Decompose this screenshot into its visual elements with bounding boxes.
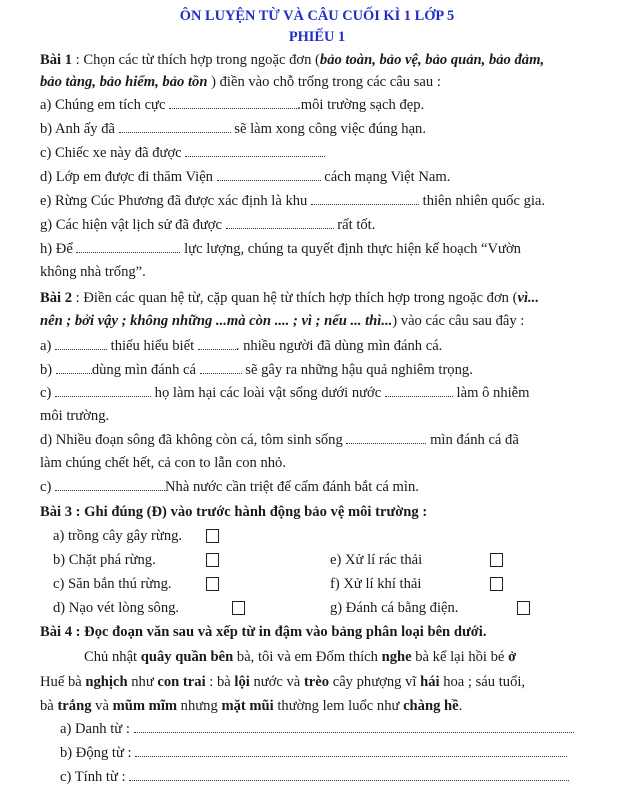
checkbox-c[interactable] [206, 577, 219, 591]
checkbox-e[interactable] [490, 553, 503, 567]
bai1-item-e: e) Rừng Cúc Phương đã được xác định là khu thiên nhiên quốc gia. [40, 193, 546, 209]
checkbox-a[interactable] [206, 529, 219, 543]
blank[interactable] [55, 337, 107, 350]
bai2-item-a: a) thiếu hiểu biết . nhiều người đã dùng mìn đánh cá. [40, 338, 443, 354]
bold-word: trắng [57, 698, 92, 714]
bai1-intro-cont: bảo tàng, bảo hiểm, bảo tồn ) điền vào chỗ trống trong các câu sau : [40, 74, 441, 90]
bold-word: chàng hề [403, 698, 459, 714]
checkbox-f[interactable] [490, 577, 503, 591]
bai4-paragraph-line-3 [40, 697, 462, 715]
bai2-item-c: c) họ làm hại các loài vật sống dưới nước làm ô nhiễm [40, 385, 530, 401]
text-run: Huế bà [40, 674, 86, 690]
blank[interactable] [55, 384, 151, 397]
bai2-item-b: b) dùng mìn đánh cá sẽ gây ra những hậu quả nghiêm trọng. [40, 362, 473, 378]
bold-word: hái [420, 674, 440, 690]
blank[interactable] [185, 144, 325, 157]
bold-word: lội [234, 674, 250, 690]
bold-word: mặt mũi [221, 698, 274, 714]
checkbox-g[interactable] [517, 601, 530, 615]
bai3-option-f: f) Xử lí khí thải [330, 576, 422, 592]
text-run: bà kể lại hồi bé [411, 649, 509, 665]
blank[interactable] [226, 216, 334, 229]
blank[interactable] [55, 478, 165, 491]
bold-word: mũm mĩm [112, 698, 178, 714]
bai2-label: Bài 2 [40, 290, 73, 306]
text-run: và [91, 698, 113, 714]
answer-line[interactable] [129, 768, 569, 781]
text-run: bà, tôi và em Đốm thích [233, 649, 382, 665]
text-run: nước và [249, 674, 304, 690]
blank[interactable] [200, 361, 242, 374]
bai3-option-b: b) Chặt phá rừng. [53, 552, 156, 568]
bold-word: nghịch [85, 674, 128, 690]
bai1-item-h: h) Để lực lượng, chúng ta quyết định thực hiện kế hoạch “Vườn [40, 241, 521, 257]
bai3-title: Bài 3 : Ghi đúng (Đ) vào trước hành động bảo vệ môi trường : [40, 504, 428, 520]
blank[interactable] [56, 361, 92, 374]
bai3-option-c: c) Săn bắn thú rừng. [53, 576, 172, 592]
blank[interactable] [346, 431, 426, 444]
bai1-item-g: g) Các hiện vật lịch sử đã được rất tốt. [40, 217, 376, 233]
text-run: cây phượng vĩ [329, 674, 421, 690]
bai4-row-verb: b) Động từ : [60, 744, 567, 762]
blank[interactable] [198, 337, 236, 350]
blank[interactable] [169, 96, 297, 109]
text-run: bà [40, 698, 58, 714]
bai4-paragraph-line-1 [84, 648, 516, 666]
bai3-option-e: e) Xử lí rác thải [330, 552, 423, 568]
text-run: : bà [205, 674, 235, 690]
bai2-intro: Bài 2 : Điền các quan hệ từ, cặp quan hệ từ thích hợp thích hợp trong ngoặc đơn (vì... [40, 290, 539, 306]
blank[interactable] [119, 120, 231, 133]
bold-word: trèo [303, 674, 330, 690]
bai3-option-g: g) Đánh cá bằng điện. [330, 600, 459, 616]
text-run: thường lem luốc như [273, 698, 404, 714]
text-run: nhưng [177, 698, 222, 714]
bai4-title: Bài 4 : Đọc đoạn văn sau và xếp từ in đậm vào bảng phân loại bên dưới. [40, 624, 487, 640]
text-run: Chủ nhật [84, 649, 141, 665]
bold-word: ở [508, 649, 517, 665]
bold-word: con trai [157, 674, 206, 690]
page-subtitle: PHIẾU 1 [288, 29, 346, 45]
bold-word: nghe [381, 649, 412, 665]
checkbox-d[interactable] [232, 601, 245, 615]
text-run: hoa ; sáu tuổi, [439, 674, 526, 690]
blank[interactable] [385, 384, 453, 397]
bai2-item-e: c) Nhà nước cần triệt để cấm đánh bắt cá mìn. [40, 479, 419, 495]
bai2-item-c-cont: môi trường. [40, 408, 110, 424]
bai1-item-b: b) Anh ấy đã sẽ làm xong công việc đúng hạn. [40, 121, 426, 137]
blank[interactable] [217, 168, 321, 181]
blank[interactable] [76, 240, 180, 253]
text-run: như [127, 674, 158, 690]
bai1-label: Bài 1 [40, 52, 73, 68]
bai4-row-adj: c) Tính từ : [60, 768, 569, 786]
bai2-intro-cont: nên ; bởi vậy ; không những ...mà còn .... ; vì ; nếu ... thì...) vào các câu sau đây : [40, 313, 525, 329]
bai2-item-d: d) Nhiều đoạn sông đã không còn cá, tôm sinh sống mìn đánh cá đã [40, 432, 519, 448]
answer-line[interactable] [134, 720, 574, 733]
bold-word: quây quần bên [140, 649, 234, 665]
bai1-item-a: a) Chúng em tích cực .môi trường sạch đẹp. [40, 97, 425, 113]
bai1-item-h-cont: không nhà trống”. [40, 264, 146, 280]
bai4-row-noun: a) Danh từ : [60, 720, 574, 738]
bai2-item-d-cont: làm chúng chết hết, cả con to lẫn con nhỏ. [40, 455, 286, 471]
text-run: . [458, 698, 463, 714]
bai3-option-d: d) Nạo vét lòng sông. [53, 600, 180, 616]
bai1-item-d: d) Lớp em được đi thăm Viện cách mạng Việt Nam. [40, 169, 451, 185]
page-title: ÔN LUYỆN TỪ VÀ CÂU CUỐI KÌ 1 LỚP 5 [179, 8, 455, 24]
bai3-option-a: a) trồng cây gây rừng. [53, 528, 183, 544]
bai4-paragraph-line-2 [40, 673, 525, 691]
answer-line[interactable] [135, 744, 567, 757]
blank[interactable] [311, 192, 419, 205]
bai1-intro: Bài 1 : Chọn các từ thích hợp trong ngoặc đơn (bảo toàn, bảo vệ, bảo quản, bảo đảm, [40, 52, 545, 68]
bai1-item-c: c) Chiếc xe này đã được [40, 144, 325, 162]
checkbox-b[interactable] [206, 553, 219, 567]
